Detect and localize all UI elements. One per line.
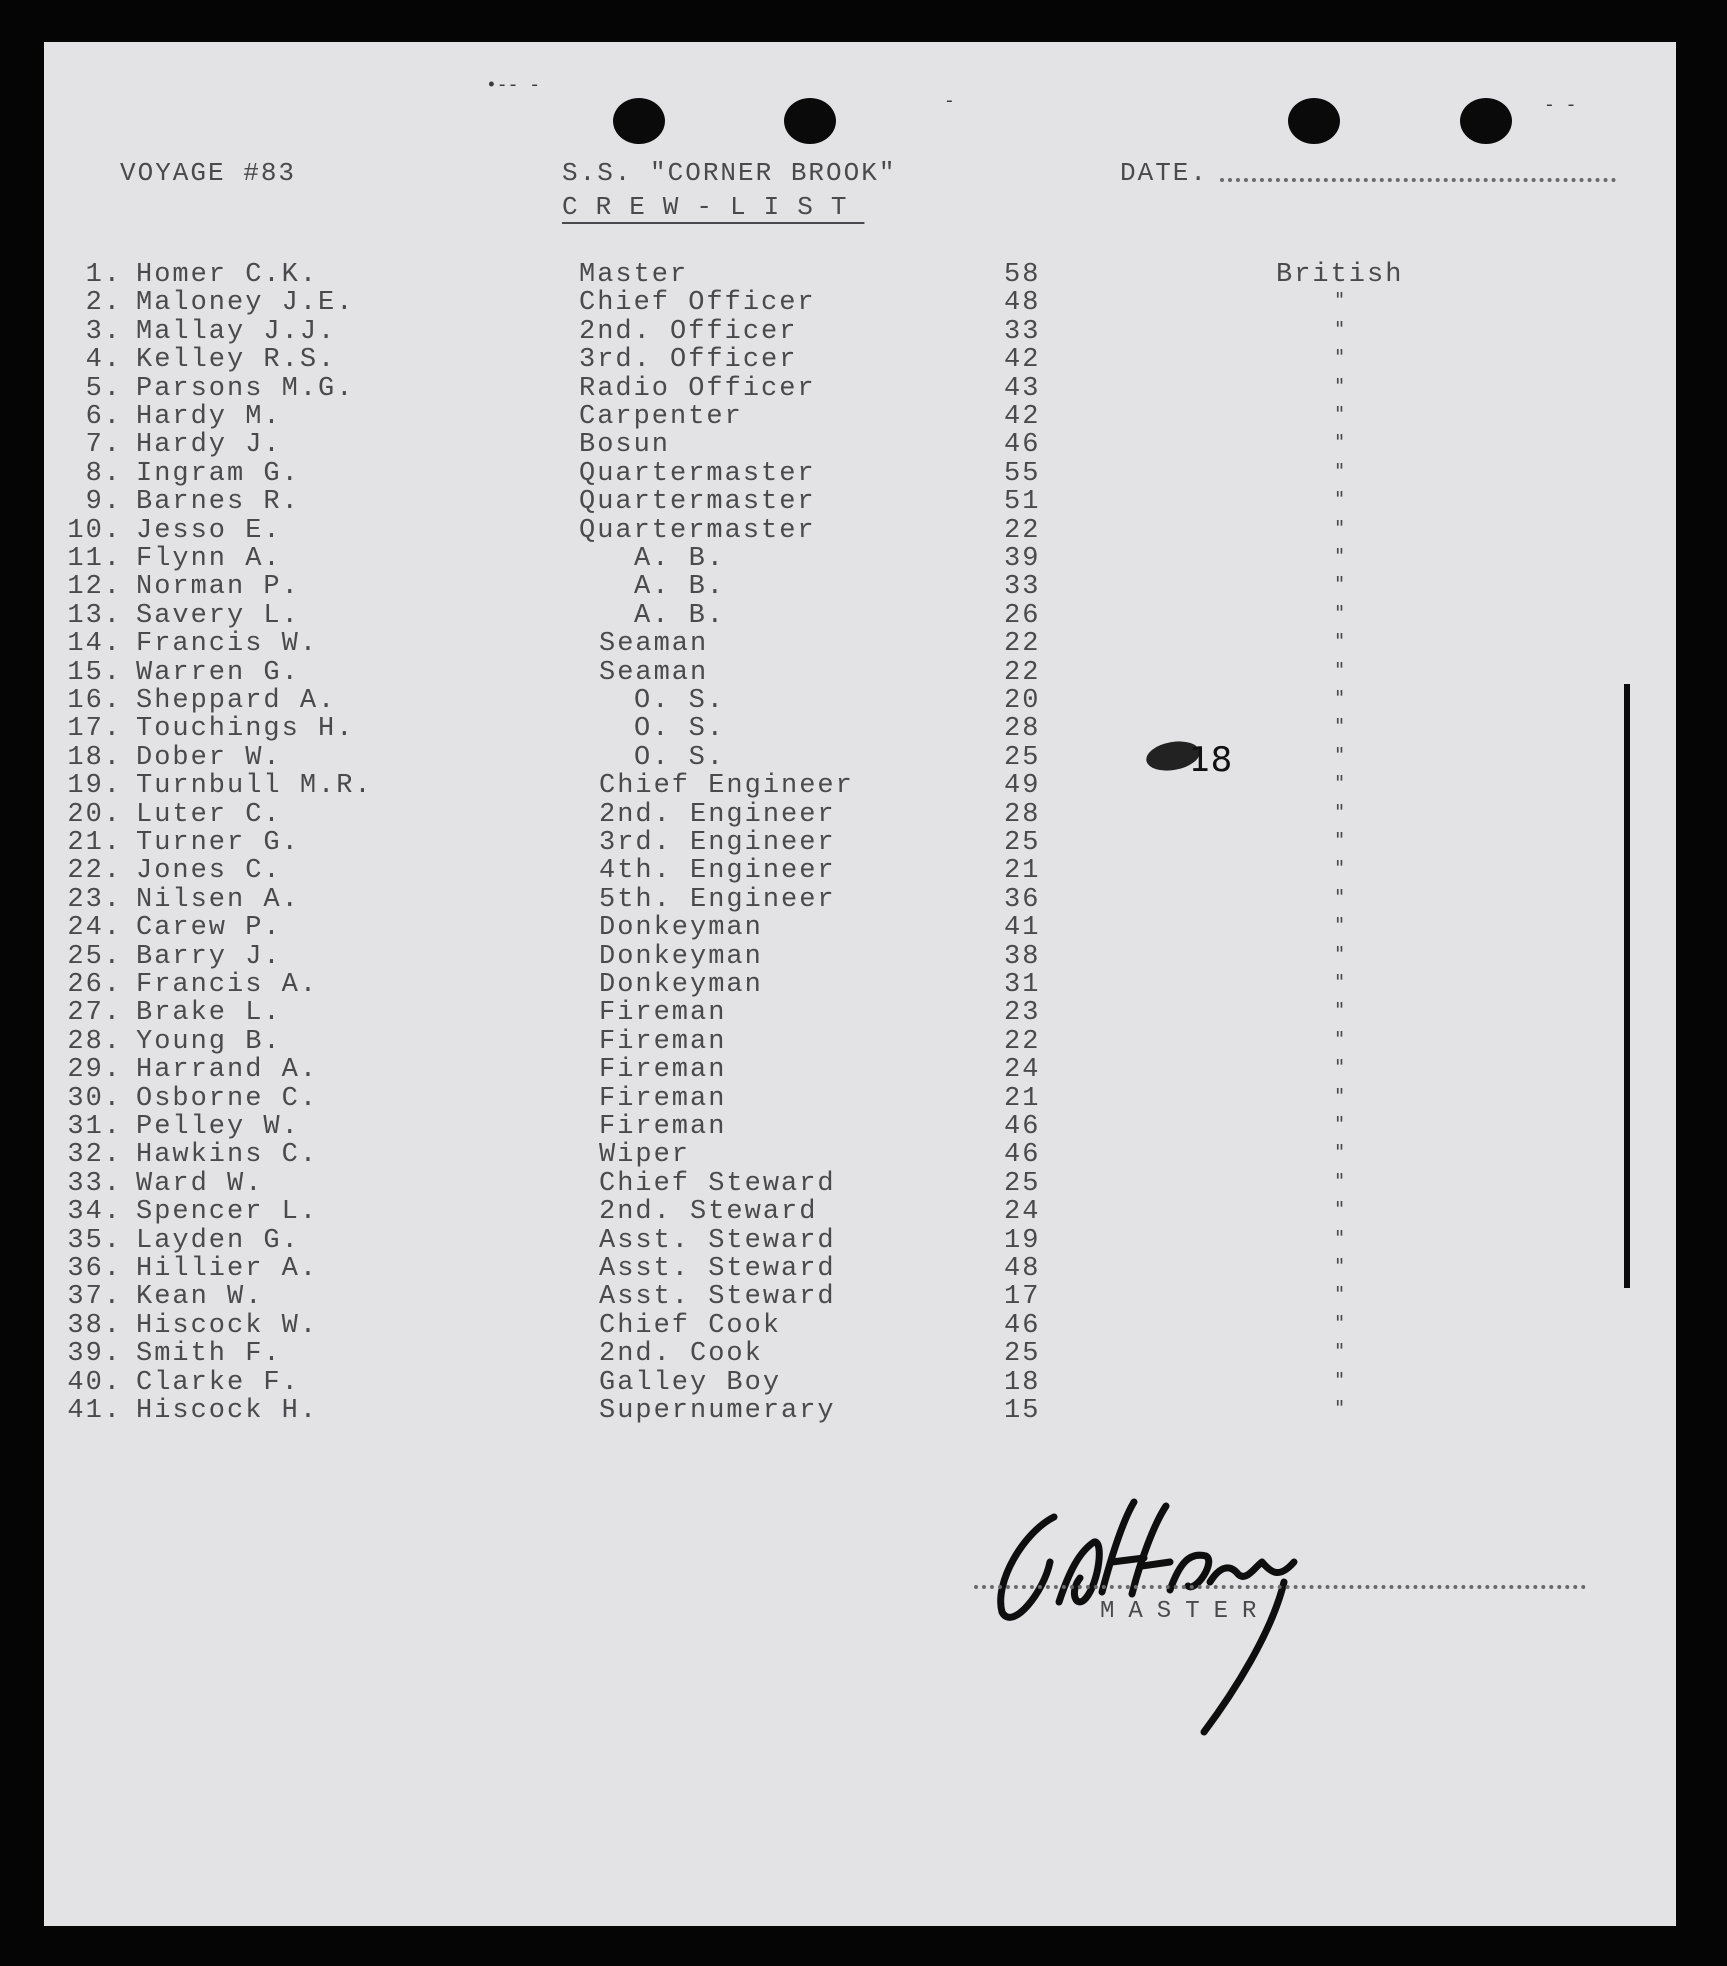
crew-nationality: " bbox=[1335, 1055, 1347, 1079]
crew-rating: 2nd. Cook bbox=[599, 1339, 763, 1369]
crew-name: Barnes R. bbox=[136, 487, 300, 517]
row-number: 2. bbox=[85, 288, 122, 318]
crew-age: 26 bbox=[1004, 601, 1041, 631]
row-number: 22. bbox=[67, 856, 122, 886]
row-number: 5. bbox=[85, 374, 122, 404]
crew-nationality: " bbox=[1335, 601, 1347, 625]
crew-name: Dober W. bbox=[136, 743, 282, 773]
crew-age: 22 bbox=[1004, 629, 1041, 659]
crew-rating: O. S. bbox=[634, 743, 726, 773]
crew-rating: Wiper bbox=[599, 1140, 691, 1170]
crew-name: Ingram G. bbox=[136, 459, 300, 489]
crew-name: Harrand A. bbox=[136, 1055, 319, 1085]
crew-nationality: " bbox=[1335, 345, 1347, 369]
crew-name: Turnbull M.R. bbox=[136, 771, 373, 801]
crew-age: 38 bbox=[1004, 942, 1041, 972]
crew-rating: Donkeyman bbox=[599, 913, 763, 943]
row-number: 26. bbox=[67, 970, 122, 1000]
crew-nationality: " bbox=[1335, 970, 1347, 994]
row-number: 29. bbox=[67, 1055, 122, 1085]
crew-age: 21 bbox=[1004, 856, 1041, 886]
crew-age: 28 bbox=[1004, 800, 1041, 830]
row-number: 12. bbox=[67, 572, 122, 602]
crew-name: Homer C.K. bbox=[136, 260, 319, 290]
crew-rating: Galley Boy bbox=[599, 1368, 782, 1398]
crew-nationality: " bbox=[1335, 658, 1347, 682]
row-number: 34. bbox=[67, 1197, 122, 1227]
crew-nationality: " bbox=[1335, 374, 1347, 398]
crew-age: 48 bbox=[1004, 288, 1041, 318]
row-number: 32. bbox=[67, 1140, 122, 1170]
crew-name: Touchings H. bbox=[136, 714, 355, 744]
crew-name: Warren G. bbox=[136, 658, 300, 688]
row-number: 40. bbox=[67, 1368, 122, 1398]
crew-rating: Quartermaster bbox=[579, 516, 816, 546]
crew-rating: Chief Engineer bbox=[599, 771, 854, 801]
crew-rating: Seaman bbox=[599, 629, 709, 659]
crew-age: 20 bbox=[1004, 686, 1041, 716]
crew-nationality: " bbox=[1335, 1197, 1347, 1221]
crew-nationality: " bbox=[1335, 856, 1347, 880]
crew-name: Hardy M. bbox=[136, 402, 282, 432]
crew-age: 22 bbox=[1004, 1027, 1041, 1057]
crew-rating: Radio Officer bbox=[579, 374, 816, 404]
row-number: 11. bbox=[67, 544, 122, 574]
crew-age: 19 bbox=[1004, 1226, 1041, 1256]
crew-rating: 2nd. Steward bbox=[599, 1197, 818, 1227]
crew-rating: Quartermaster bbox=[579, 459, 816, 489]
crew-rating: Donkeyman bbox=[599, 970, 763, 1000]
row-number: 13. bbox=[67, 601, 122, 631]
crew-nationality: " bbox=[1335, 1140, 1347, 1164]
crew-name: Smith F. bbox=[136, 1339, 282, 1369]
crew-nationality: " bbox=[1335, 1368, 1347, 1392]
row-number: 31. bbox=[67, 1112, 122, 1142]
crew-nationality: " bbox=[1335, 1112, 1347, 1136]
crew-age: 31 bbox=[1004, 970, 1041, 1000]
row-number: 19. bbox=[67, 771, 122, 801]
crew-age: 51 bbox=[1004, 487, 1041, 517]
crew-age: 49 bbox=[1004, 771, 1041, 801]
crew-name: Carew P. bbox=[136, 913, 282, 943]
crew-rating: Asst. Steward bbox=[599, 1282, 836, 1312]
row-number: 36. bbox=[67, 1254, 122, 1284]
row-number: 4. bbox=[85, 345, 122, 375]
date-label: DATE. bbox=[1120, 158, 1209, 188]
crew-age: 39 bbox=[1004, 544, 1041, 574]
page-title: CREW-LIST bbox=[562, 192, 865, 222]
crew-nationality: " bbox=[1335, 1311, 1347, 1335]
row-number: 16. bbox=[67, 686, 122, 716]
stray-mark: - - bbox=[1544, 96, 1577, 116]
crew-rating: Fireman bbox=[599, 1055, 727, 1085]
punch-hole bbox=[1460, 98, 1512, 144]
row-number: 24. bbox=[67, 913, 122, 943]
crew-nationality: " bbox=[1335, 516, 1347, 540]
row-number: 3. bbox=[85, 317, 122, 347]
crew-rating: A. B. bbox=[634, 544, 726, 574]
crew-nationality: " bbox=[1335, 800, 1347, 824]
master-label: MASTER bbox=[1100, 1598, 1271, 1625]
crew-age: 46 bbox=[1004, 1311, 1041, 1341]
crew-nationality: " bbox=[1335, 1169, 1347, 1193]
crew-rating: 2nd. Officer bbox=[579, 317, 798, 347]
crew-nationality: " bbox=[1335, 1084, 1347, 1108]
crew-rating: Bosun bbox=[579, 430, 671, 460]
row-number: 1. bbox=[85, 260, 122, 290]
crew-name: Flynn A. bbox=[136, 544, 282, 574]
crew-nationality: " bbox=[1335, 1396, 1347, 1420]
crew-nationality: " bbox=[1335, 459, 1347, 483]
crew-age: 18 bbox=[1004, 1368, 1041, 1398]
crew-nationality: British bbox=[1276, 260, 1404, 290]
crew-age: 58 bbox=[1004, 260, 1041, 290]
crew-nationality: " bbox=[1335, 430, 1347, 454]
crew-name: Sheppard A. bbox=[136, 686, 337, 716]
ship-name: S.S. "CORNER BROOK" bbox=[562, 158, 897, 188]
crew-age: 42 bbox=[1004, 345, 1041, 375]
voyage-number: VOYAGE #83 bbox=[120, 158, 297, 188]
crew-rating: Fireman bbox=[599, 1027, 727, 1057]
crew-nationality: " bbox=[1335, 402, 1347, 426]
crew-age: 33 bbox=[1004, 317, 1041, 347]
crew-name: Savery L. bbox=[136, 601, 300, 631]
crew-rating: 3rd. Engineer bbox=[599, 828, 836, 858]
crew-rating: 4th. Engineer bbox=[599, 856, 836, 886]
crew-rating: Quartermaster bbox=[579, 487, 816, 517]
crew-age: 46 bbox=[1004, 1112, 1041, 1142]
crew-name: Spencer L. bbox=[136, 1197, 319, 1227]
crew-rating: O. S. bbox=[634, 714, 726, 744]
crew-name: Jesso E. bbox=[136, 516, 282, 546]
crew-name: Brake L. bbox=[136, 998, 282, 1028]
crew-rating: Fireman bbox=[599, 998, 727, 1028]
date-field-line bbox=[1220, 178, 1616, 188]
crew-rating: 3rd. Officer bbox=[579, 345, 798, 375]
crew-age: 15 bbox=[1004, 1396, 1041, 1426]
crew-nationality: " bbox=[1335, 686, 1347, 710]
crew-nationality: " bbox=[1335, 1027, 1347, 1051]
crew-nationality: " bbox=[1335, 1339, 1347, 1363]
page-edge-tab bbox=[1624, 684, 1676, 1288]
row-number: 23. bbox=[67, 885, 122, 915]
crew-nationality: " bbox=[1335, 487, 1347, 511]
crew-nationality: " bbox=[1335, 913, 1347, 937]
crew-rating: O. S. bbox=[634, 686, 726, 716]
crew-age: 25 bbox=[1004, 828, 1041, 858]
crew-rating: Donkeyman bbox=[599, 942, 763, 972]
crew-name: Barry J. bbox=[136, 942, 282, 972]
crew-rating: Asst. Steward bbox=[599, 1226, 836, 1256]
crew-name: Norman P. bbox=[136, 572, 300, 602]
row-number: 9. bbox=[85, 487, 122, 517]
crew-age: 48 bbox=[1004, 1254, 1041, 1284]
crew-age: 23 bbox=[1004, 998, 1041, 1028]
handwritten-count: 18 bbox=[1189, 740, 1233, 780]
crew-nationality: " bbox=[1335, 1254, 1347, 1278]
crew-age: 41 bbox=[1004, 913, 1041, 943]
crew-name: Hiscock W. bbox=[136, 1311, 319, 1341]
crew-name: Luter C. bbox=[136, 800, 282, 830]
crew-age: 36 bbox=[1004, 885, 1041, 915]
row-number: 21. bbox=[67, 828, 122, 858]
crew-nationality: " bbox=[1335, 544, 1347, 568]
punch-hole bbox=[613, 98, 665, 144]
row-number: 28. bbox=[67, 1027, 122, 1057]
signature-line bbox=[974, 1585, 1586, 1595]
crew-nationality: " bbox=[1335, 828, 1347, 852]
crew-rating: Supernumerary bbox=[599, 1396, 836, 1426]
crew-name: Parsons M.G. bbox=[136, 374, 355, 404]
punch-hole bbox=[784, 98, 836, 144]
crew-nationality: " bbox=[1335, 714, 1347, 738]
row-number: 17. bbox=[67, 714, 122, 744]
row-number: 38. bbox=[67, 1311, 122, 1341]
crew-name: Hardy J. bbox=[136, 430, 282, 460]
crew-age: 25 bbox=[1004, 1339, 1041, 1369]
crew-age: 33 bbox=[1004, 572, 1041, 602]
crew-name: Kean W. bbox=[136, 1282, 264, 1312]
crew-age: 43 bbox=[1004, 374, 1041, 404]
punch-hole bbox=[1288, 98, 1340, 144]
crew-name: Turner G. bbox=[136, 828, 300, 858]
crew-age: 28 bbox=[1004, 714, 1041, 744]
crew-name: Mallay J.J. bbox=[136, 317, 337, 347]
crew-name: Pelley W. bbox=[136, 1112, 300, 1142]
crew-rating: 5th. Engineer bbox=[599, 885, 836, 915]
row-number: 7. bbox=[85, 430, 122, 460]
crew-name: Hiscock H. bbox=[136, 1396, 319, 1426]
crew-age: 22 bbox=[1004, 516, 1041, 546]
row-number: 18. bbox=[67, 743, 122, 773]
crew-name: Jones C. bbox=[136, 856, 282, 886]
crew-nationality: " bbox=[1335, 771, 1347, 795]
crew-name: Layden G. bbox=[136, 1226, 300, 1256]
crew-name: Kelley R.S. bbox=[136, 345, 337, 375]
crew-age: 24 bbox=[1004, 1055, 1041, 1085]
crew-nationality: " bbox=[1335, 998, 1347, 1022]
crew-age: 22 bbox=[1004, 658, 1041, 688]
crew-name: Francis W. bbox=[136, 629, 319, 659]
row-number: 20. bbox=[67, 800, 122, 830]
crew-rating: Master bbox=[579, 260, 689, 290]
row-number: 39. bbox=[67, 1339, 122, 1369]
crew-name: Hawkins C. bbox=[136, 1140, 319, 1170]
row-number: 25. bbox=[67, 942, 122, 972]
crew-rating: Chief Steward bbox=[599, 1169, 836, 1199]
row-number: 37. bbox=[67, 1282, 122, 1312]
crew-nationality: " bbox=[1335, 317, 1347, 341]
row-number: 41. bbox=[67, 1396, 122, 1426]
crew-nationality: " bbox=[1335, 572, 1347, 596]
crew-age: 55 bbox=[1004, 459, 1041, 489]
crew-nationality: " bbox=[1335, 743, 1347, 767]
row-number: 33. bbox=[67, 1169, 122, 1199]
crew-nationality: " bbox=[1335, 288, 1347, 312]
document-page bbox=[44, 42, 1676, 1926]
crew-rating: Carpenter bbox=[579, 402, 743, 432]
row-number: 27. bbox=[67, 998, 122, 1028]
crew-rating: 2nd. Engineer bbox=[599, 800, 836, 830]
crew-name: Young B. bbox=[136, 1027, 282, 1057]
crew-name: Ward W. bbox=[136, 1169, 264, 1199]
crew-nationality: " bbox=[1335, 629, 1347, 653]
row-number: 6. bbox=[85, 402, 122, 432]
crew-rating: Chief Cook bbox=[599, 1311, 782, 1341]
row-number: 10. bbox=[67, 516, 122, 546]
crew-rating: Asst. Steward bbox=[599, 1254, 836, 1284]
crew-rating: Fireman bbox=[599, 1084, 727, 1114]
stray-mark: - bbox=[944, 92, 955, 112]
crew-age: 46 bbox=[1004, 1140, 1041, 1170]
crew-name: Clarke F. bbox=[136, 1368, 300, 1398]
row-number: 30. bbox=[67, 1084, 122, 1114]
crew-age: 42 bbox=[1004, 402, 1041, 432]
crew-rating: Seaman bbox=[599, 658, 709, 688]
crew-nationality: " bbox=[1335, 1282, 1347, 1306]
crew-nationality: " bbox=[1335, 885, 1347, 909]
crew-age: 17 bbox=[1004, 1282, 1041, 1312]
row-number: 35. bbox=[67, 1226, 122, 1256]
crew-age: 25 bbox=[1004, 1169, 1041, 1199]
crew-age: 21 bbox=[1004, 1084, 1041, 1114]
crew-nationality: " bbox=[1335, 942, 1347, 966]
crew-name: Francis A. bbox=[136, 970, 319, 1000]
crew-name: Maloney J.E. bbox=[136, 288, 355, 318]
crew-name: Nilsen A. bbox=[136, 885, 300, 915]
crew-name: Osborne C. bbox=[136, 1084, 319, 1114]
crew-age: 46 bbox=[1004, 430, 1041, 460]
crew-name: Hillier A. bbox=[136, 1254, 319, 1284]
crew-rating: A. B. bbox=[634, 572, 726, 602]
crew-age: 24 bbox=[1004, 1197, 1041, 1227]
row-number: 8. bbox=[85, 459, 122, 489]
row-number: 15. bbox=[67, 658, 122, 688]
stray-mark: •-- - bbox=[486, 76, 541, 96]
crew-nationality: " bbox=[1335, 1226, 1347, 1250]
crew-rating: Chief Officer bbox=[579, 288, 816, 318]
crew-age: 25 bbox=[1004, 743, 1041, 773]
row-number: 14. bbox=[67, 629, 122, 659]
crew-rating: A. B. bbox=[634, 601, 726, 631]
crew-rating: Fireman bbox=[599, 1112, 727, 1142]
